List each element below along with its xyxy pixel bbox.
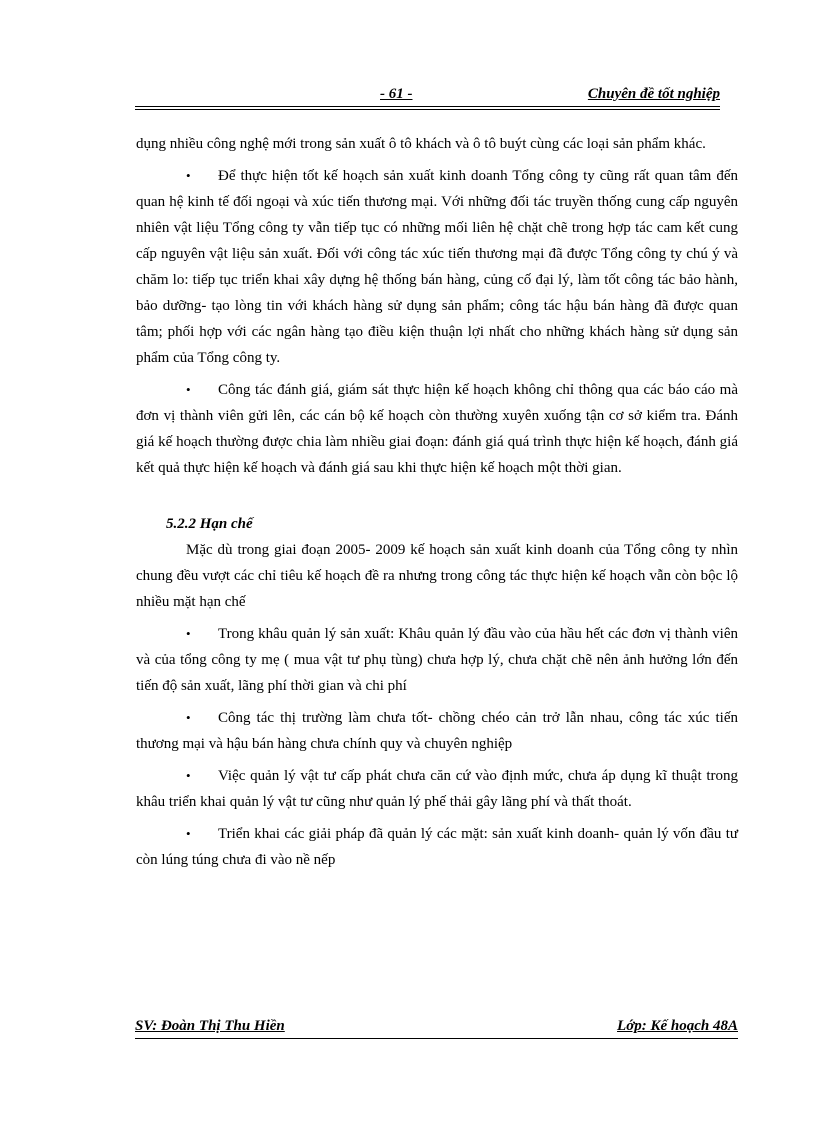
student-name: SV: Đoàn Thị Thu Hiền xyxy=(135,1018,285,1034)
page-footer xyxy=(135,1018,738,1039)
bullet-icon: • xyxy=(186,382,191,397)
document-title: Chuyên đề tốt nghiệp xyxy=(587,86,720,102)
limitation-item-4 xyxy=(136,821,738,873)
limitation-text-4: Triển khai các giải pháp đã quản lý các mặt: sản xuất kinh doanh- quản lý vốn đầu tư còn lúng túng chưa đi vào nề nếp xyxy=(136,826,738,868)
strength-text-1: Để thực hiện tốt kế hoạch sản xuất kinh doanh Tổng công ty cũng rất quan tâm đến quan hệ kinh tế đối ngoại và xúc tiến thương mại. Với những đối tác truyền thống cung cấp nguyên nhiên vật liệu Tổng công ty vẫn tiếp tục có những mối liên hệ chặt chẽ trong hợp tác cam kết cung cấp nguyên vật liệu sản xuất. Đối với công tác xúc tiến thương mại đã được Tổng công ty chú ý và chăm lo: tiếp tục triển khai xây dựng hệ thống bán hàng, củng cố đại lý, làm tốt công tác bảo hành, bảo dưỡng- tạo lòng tin với khách hàng sử dụng sản phẩm; công tác hậu bán hàng đã được quan tâm; phối hợp với các ngân hàng tạo điều kiện thuận lợi nhất cho những khách hàng sử dụng sản phẩm của Tổng công ty. xyxy=(136,168,738,366)
section-intro: Mặc dù trong giai đoạn 2005- 2009 kế hoạch sản xuất kinh doanh của Tổng công ty nhìn chung đều vượt các chỉ tiêu kế hoạch đề ra nhưng trong công tác thực hiện kế hoạch vẫn còn bộc lộ nhiều mặt hạn chế xyxy=(136,542,738,610)
page-body xyxy=(136,131,738,873)
bullet-icon: • xyxy=(186,710,191,725)
limitation-item-3 xyxy=(136,763,738,815)
limitation-item-2 xyxy=(136,705,738,757)
strength-text-2: Công tác đánh giá, giám sát thực hiện kế hoạch không chỉ thông qua các báo cáo mà đơn vị thành viên gửi lên, các cán bộ kế hoạch còn thường xuyên xuống tận cơ sở kiểm tra. Đánh giá kế hoạch thường được chia làm nhiều giai đoạn: đánh giá quá trình thực hiện kế hoạch, đánh giá kết quả thực hiện kế hoạch và đánh giá sau khi thực hiện kế hoạch một thời gian. xyxy=(136,382,738,476)
class-name: Lớp: Kế hoạch 48A xyxy=(617,1018,738,1034)
bullet-icon: • xyxy=(186,626,191,641)
strength-item-1 xyxy=(136,163,738,371)
limitation-text-3: Việc quản lý vật tư cấp phát chưa căn cứ vào định mức, chưa áp dụng kĩ thuật trong khâu triển khai quản lý vật tư cũng như quản lý phế thải gây lãng phí và thất thoát. xyxy=(136,768,738,810)
intro-paragraph: dụng nhiều công nghệ mới trong sản xuất ô tô khách và ô tô buýt cùng các loại sản phẩm khác. xyxy=(136,136,706,152)
section-heading: 5.2.2 Hạn chế xyxy=(166,516,253,532)
limitation-item-1 xyxy=(136,621,738,699)
page-header xyxy=(135,86,720,107)
bullet-icon: • xyxy=(186,826,191,841)
bullet-icon: • xyxy=(186,168,191,183)
strength-item-2 xyxy=(136,377,738,481)
limitation-text-1: Trong khâu quản lý sản xuất: Khâu quản lý đầu vào của hầu hết các đơn vị thành viên và của tổng công ty mẹ ( mua vật tư phụ tùng) chưa hợp lý, chưa chặt chẽ nên ảnh hưởng lớn đến tiến độ sản xuất, lãng phí thời gian và chi phí xyxy=(136,626,738,694)
page-number: - 61 - xyxy=(380,86,413,102)
limitation-text-2: Công tác thị trường làm chưa tốt- chồng chéo cản trở lẫn nhau, công tác xúc tiến thương mại và hậu bán hàng chưa chính quy và chuyên nghiệp xyxy=(136,710,738,752)
bullet-icon: • xyxy=(186,768,191,783)
